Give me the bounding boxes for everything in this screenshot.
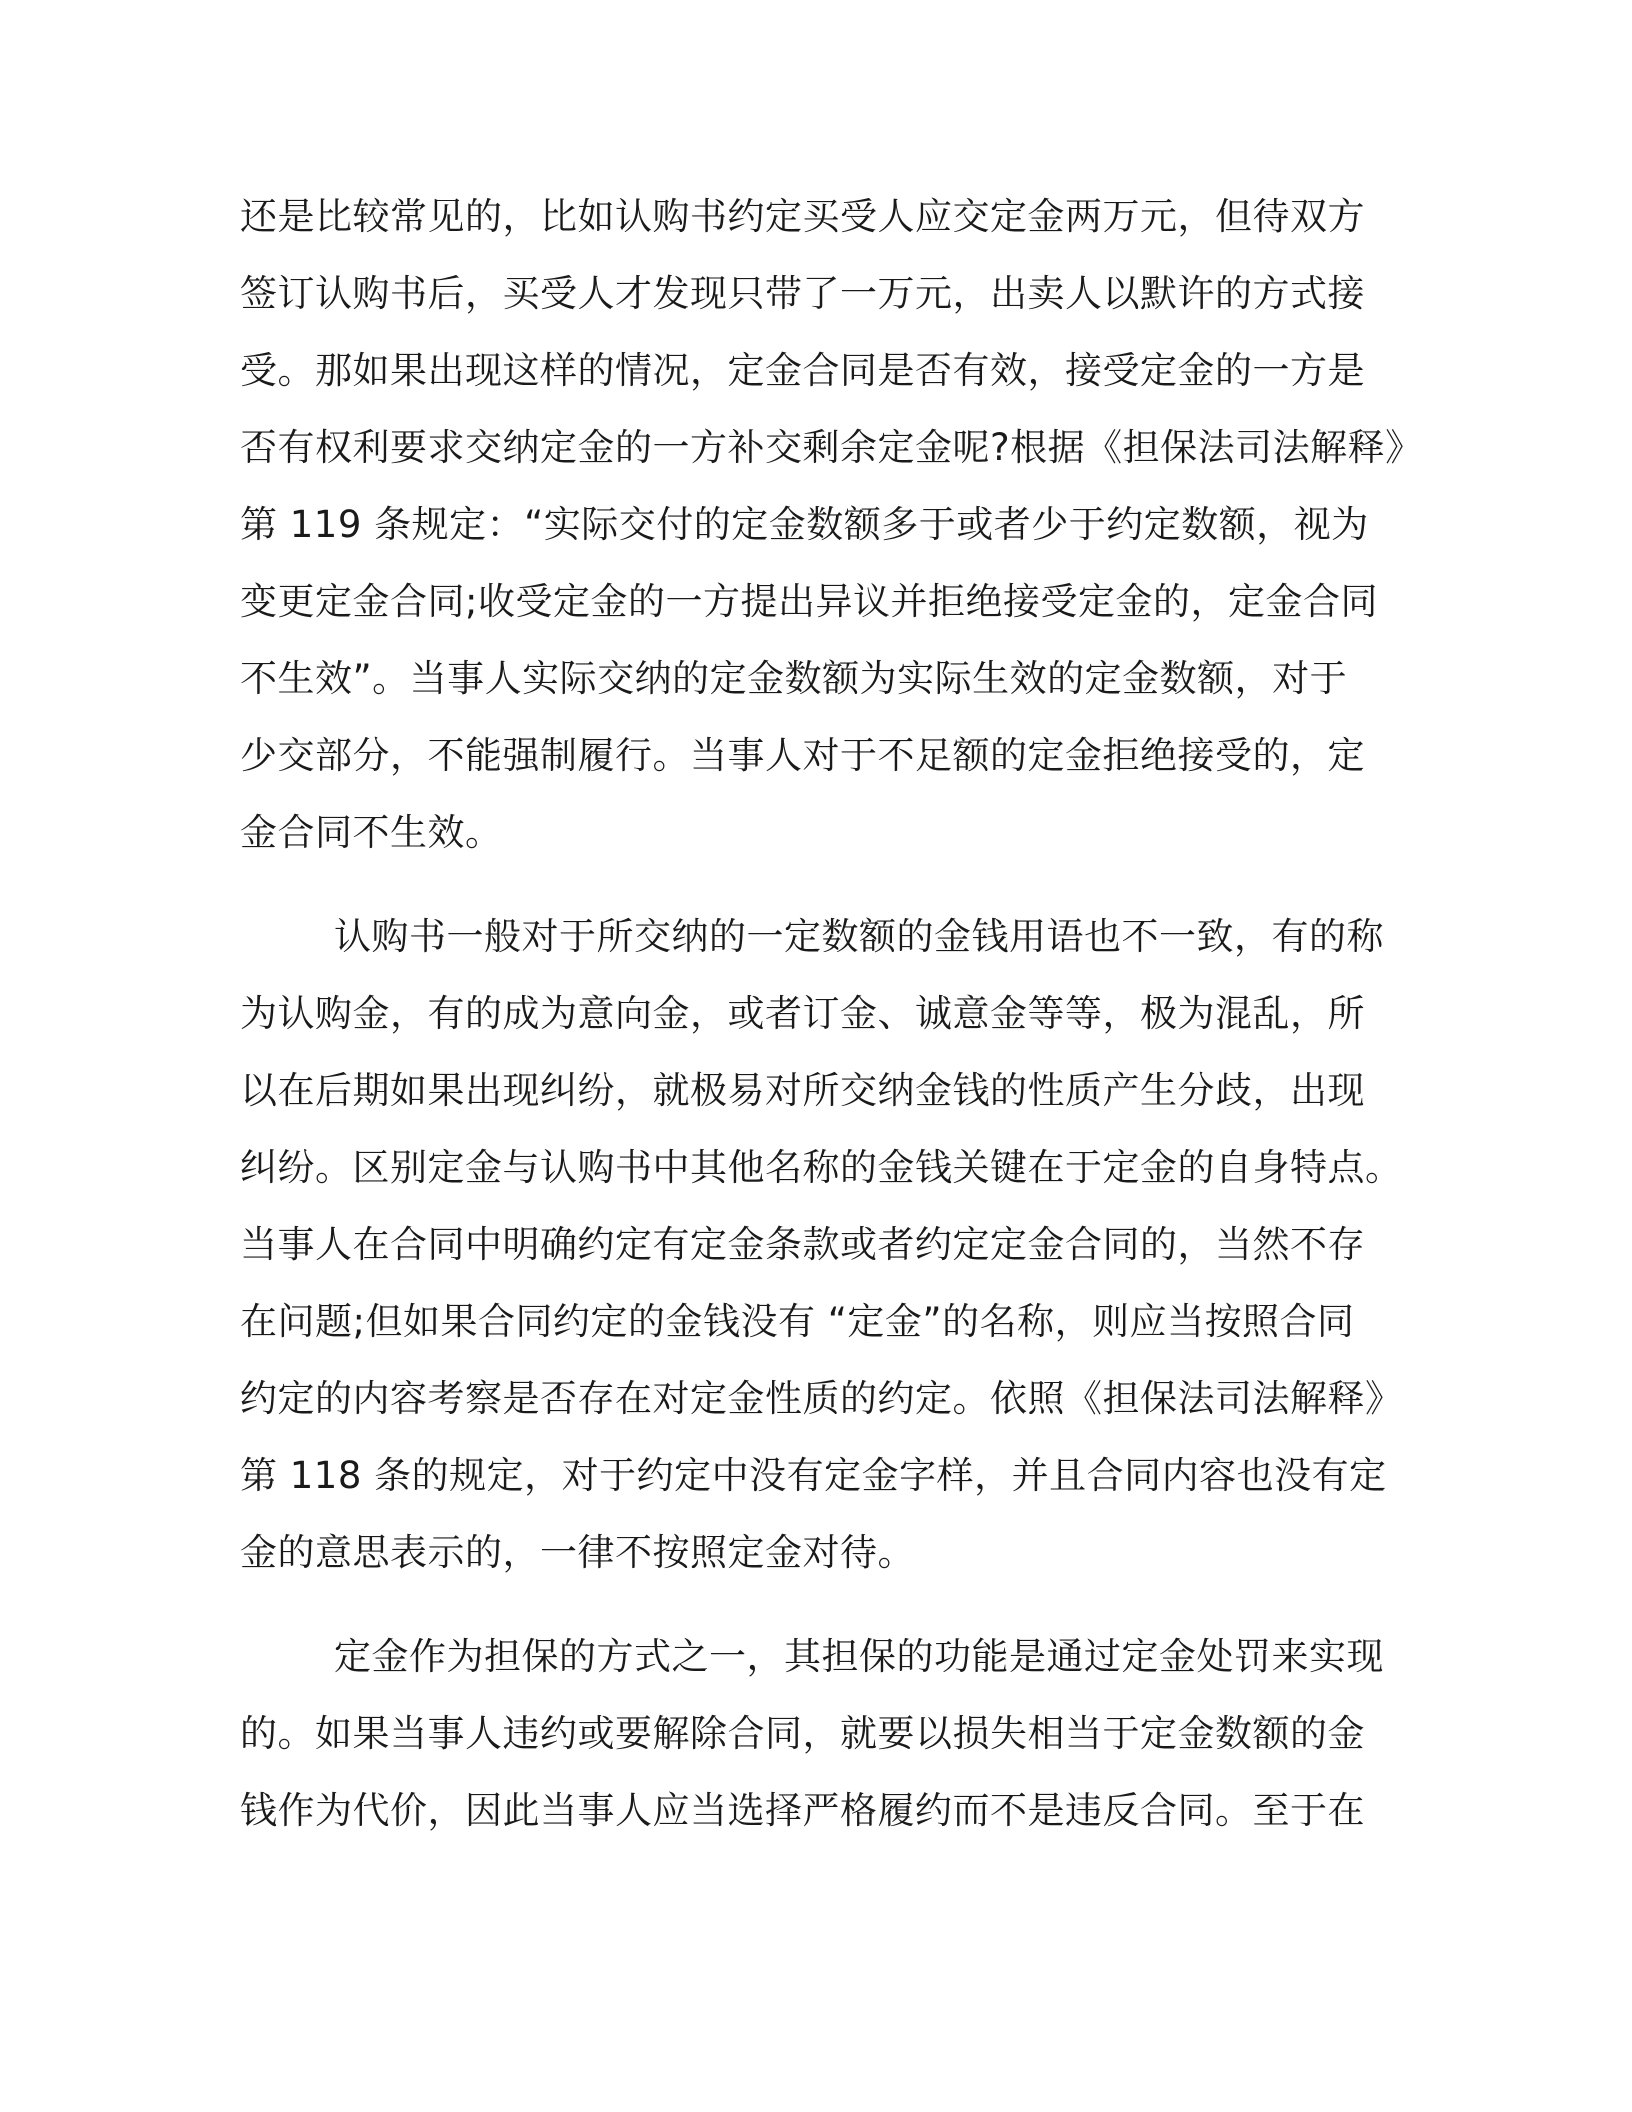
text-line: 认购书一般对于所交纳的一定数额的金钱用语也不一致，有的称	[334, 915, 1384, 958]
text-line: 还是比较常见的，比如认购书约定买受人应交定金两万元，但待双方	[240, 195, 1365, 238]
text-line: 不生效”。当事人实际交纳的定金数额为实际生效的定金数额，对于	[240, 657, 1348, 700]
text-line: 纠纷。区别定金与认购书中其他名称的金钱关键在于定金的自身特点。	[240, 1146, 1403, 1189]
paragraph-2	[240, 898, 1403, 1591]
text-line: 钱作为代价，因此当事人应当选择严格履约而不是违反合同。至于在	[240, 1789, 1365, 1832]
paragraph-1	[240, 178, 1423, 871]
text-line: 签订认购书后，买受人才发现只带了一万元，出卖人以默许的方式接	[240, 272, 1365, 315]
text-line: 的。如果当事人违约或要解除合同，就要以损失相当于定金数额的金	[240, 1712, 1365, 1755]
text-line: 金合同不生效。	[240, 811, 503, 854]
text-line: 否有权利要求交纳定金的一方补交剩余定金呢?根据《担保法司法解释》	[240, 426, 1423, 469]
paragraph-3	[240, 1618, 1400, 1849]
text-line: 在问题;但如果合同约定的金钱没有 “定金”的名称，则应当按照合同	[240, 1300, 1355, 1343]
text-line: 以在后期如果出现纠纷，就极易对所交纳金钱的性质产生分歧，出现	[240, 1069, 1365, 1112]
text-line: 少交部分，不能强制履行。当事人对于不足额的定金拒绝接受的，定	[240, 734, 1365, 777]
text-line: 金的意思表示的，一律不按照定金对待。	[240, 1531, 915, 1574]
text-line: 第 119 条规定：“实际交付的定金数额多于或者少于约定数额，视为	[240, 503, 1369, 546]
text-line: 为认购金，有的成为意向金，或者订金、诚意金等等，极为混乱，所	[240, 992, 1365, 1035]
text-line: 约定的内容考察是否存在对定金性质的约定。依照《担保法司法解释》	[240, 1377, 1403, 1420]
text-line: 第 118 条的规定，对于约定中没有定金字样，并且合同内容也没有定	[240, 1454, 1387, 1497]
text-line: 受。那如果出现这样的情况，定金合同是否有效，接受定金的一方是	[240, 349, 1365, 392]
text-line: 变更定金合同;收受定金的一方提出异议并拒绝接受定金的，定金合同	[240, 580, 1378, 623]
text-line: 当事人在合同中明确约定有定金条款或者约定定金合同的，当然不存	[240, 1223, 1365, 1266]
text-line: 定金作为担保的方式之一，其担保的功能是通过定金处罚来实现	[334, 1635, 1384, 1678]
